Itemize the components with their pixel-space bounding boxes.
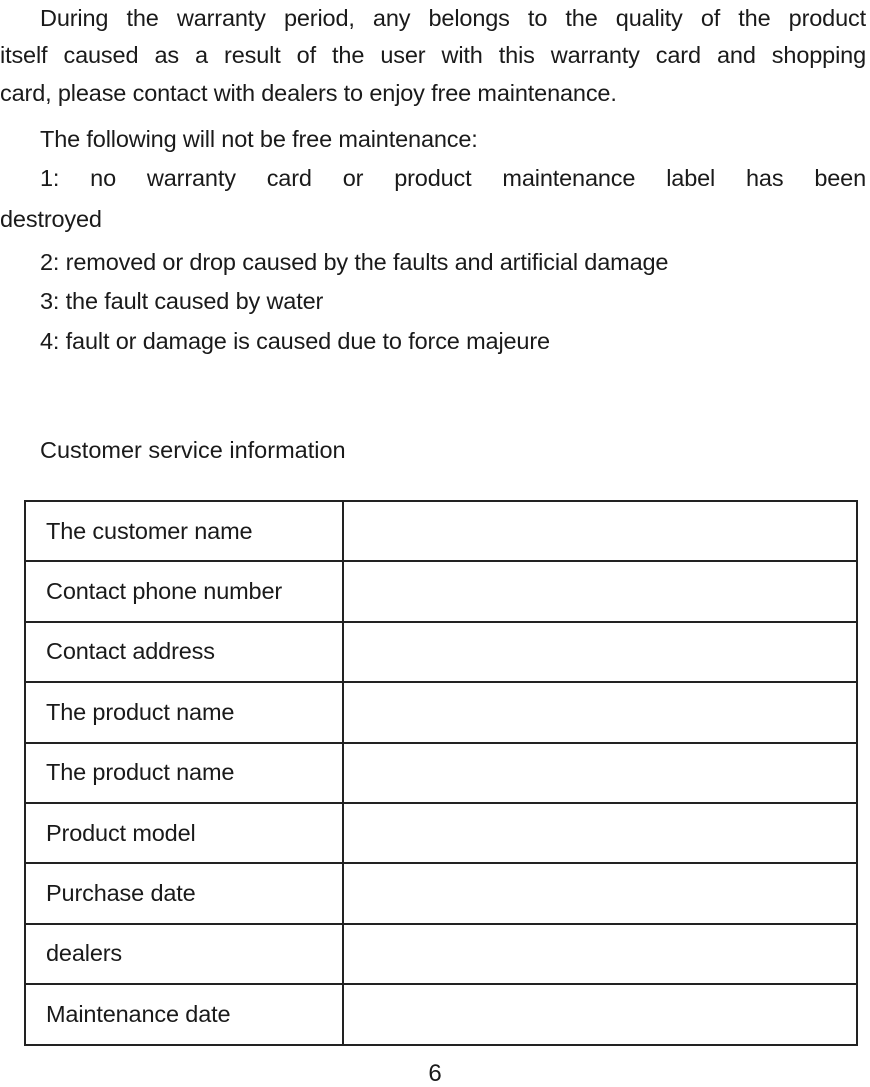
- row-value-product-name-2[interactable]: [343, 743, 857, 803]
- page-number: 6: [428, 1060, 442, 1087]
- table-row: [25, 622, 857, 682]
- row-label-dealers: dealers: [25, 924, 343, 984]
- table-row: [25, 803, 857, 863]
- row-value-contact-phone[interactable]: [343, 561, 857, 621]
- table-row: [25, 682, 857, 742]
- row-value-product-name[interactable]: [343, 682, 857, 742]
- not-free-heading: The following will not be free maintenance:: [40, 126, 478, 152]
- row-label-contact-address: Contact address: [25, 622, 343, 682]
- item-3: 3: the fault caused by water: [40, 288, 324, 314]
- table-row: [25, 984, 857, 1044]
- row-label-product-name: The product name: [25, 682, 343, 742]
- customer-service-title: Customer service information: [40, 437, 346, 463]
- table-row: [25, 743, 857, 803]
- table-row: [25, 924, 857, 984]
- row-value-purchase-date[interactable]: [343, 863, 857, 923]
- item-2: 2: removed or drop caused by the faults and artificial damage: [40, 249, 669, 275]
- intro-line-2: itself caused as a result of the user with this warranty card and shopping: [0, 42, 866, 68]
- row-value-product-model[interactable]: [343, 803, 857, 863]
- table-row: [25, 561, 857, 621]
- customer-info-table: [24, 500, 858, 1046]
- row-label-contact-phone: Contact phone number: [25, 561, 343, 621]
- row-label-maintenance-date: Maintenance date: [25, 984, 343, 1044]
- row-value-dealers[interactable]: [343, 924, 857, 984]
- row-label-product-model: Product model: [25, 803, 343, 863]
- item-1-line-2: destroyed: [0, 206, 102, 232]
- item-1-line-1: 1: no warranty card or product maintenance label has been: [40, 165, 866, 191]
- intro-line-1: During the warranty period, any belongs to the quality of the product: [40, 5, 866, 31]
- row-label-customer-name: The customer name: [25, 501, 343, 561]
- row-value-maintenance-date[interactable]: [343, 984, 857, 1044]
- table-row: [25, 863, 857, 923]
- item-4: 4: fault or damage is caused due to force majeure: [40, 328, 550, 354]
- row-value-contact-address[interactable]: [343, 622, 857, 682]
- table-row: [25, 501, 857, 561]
- row-label-product-name-2: The product name: [25, 743, 343, 803]
- row-label-purchase-date: Purchase date: [25, 863, 343, 923]
- intro-line-3: card, please contact with dealers to enjoy free maintenance.: [0, 80, 617, 106]
- row-value-customer-name[interactable]: [343, 501, 857, 561]
